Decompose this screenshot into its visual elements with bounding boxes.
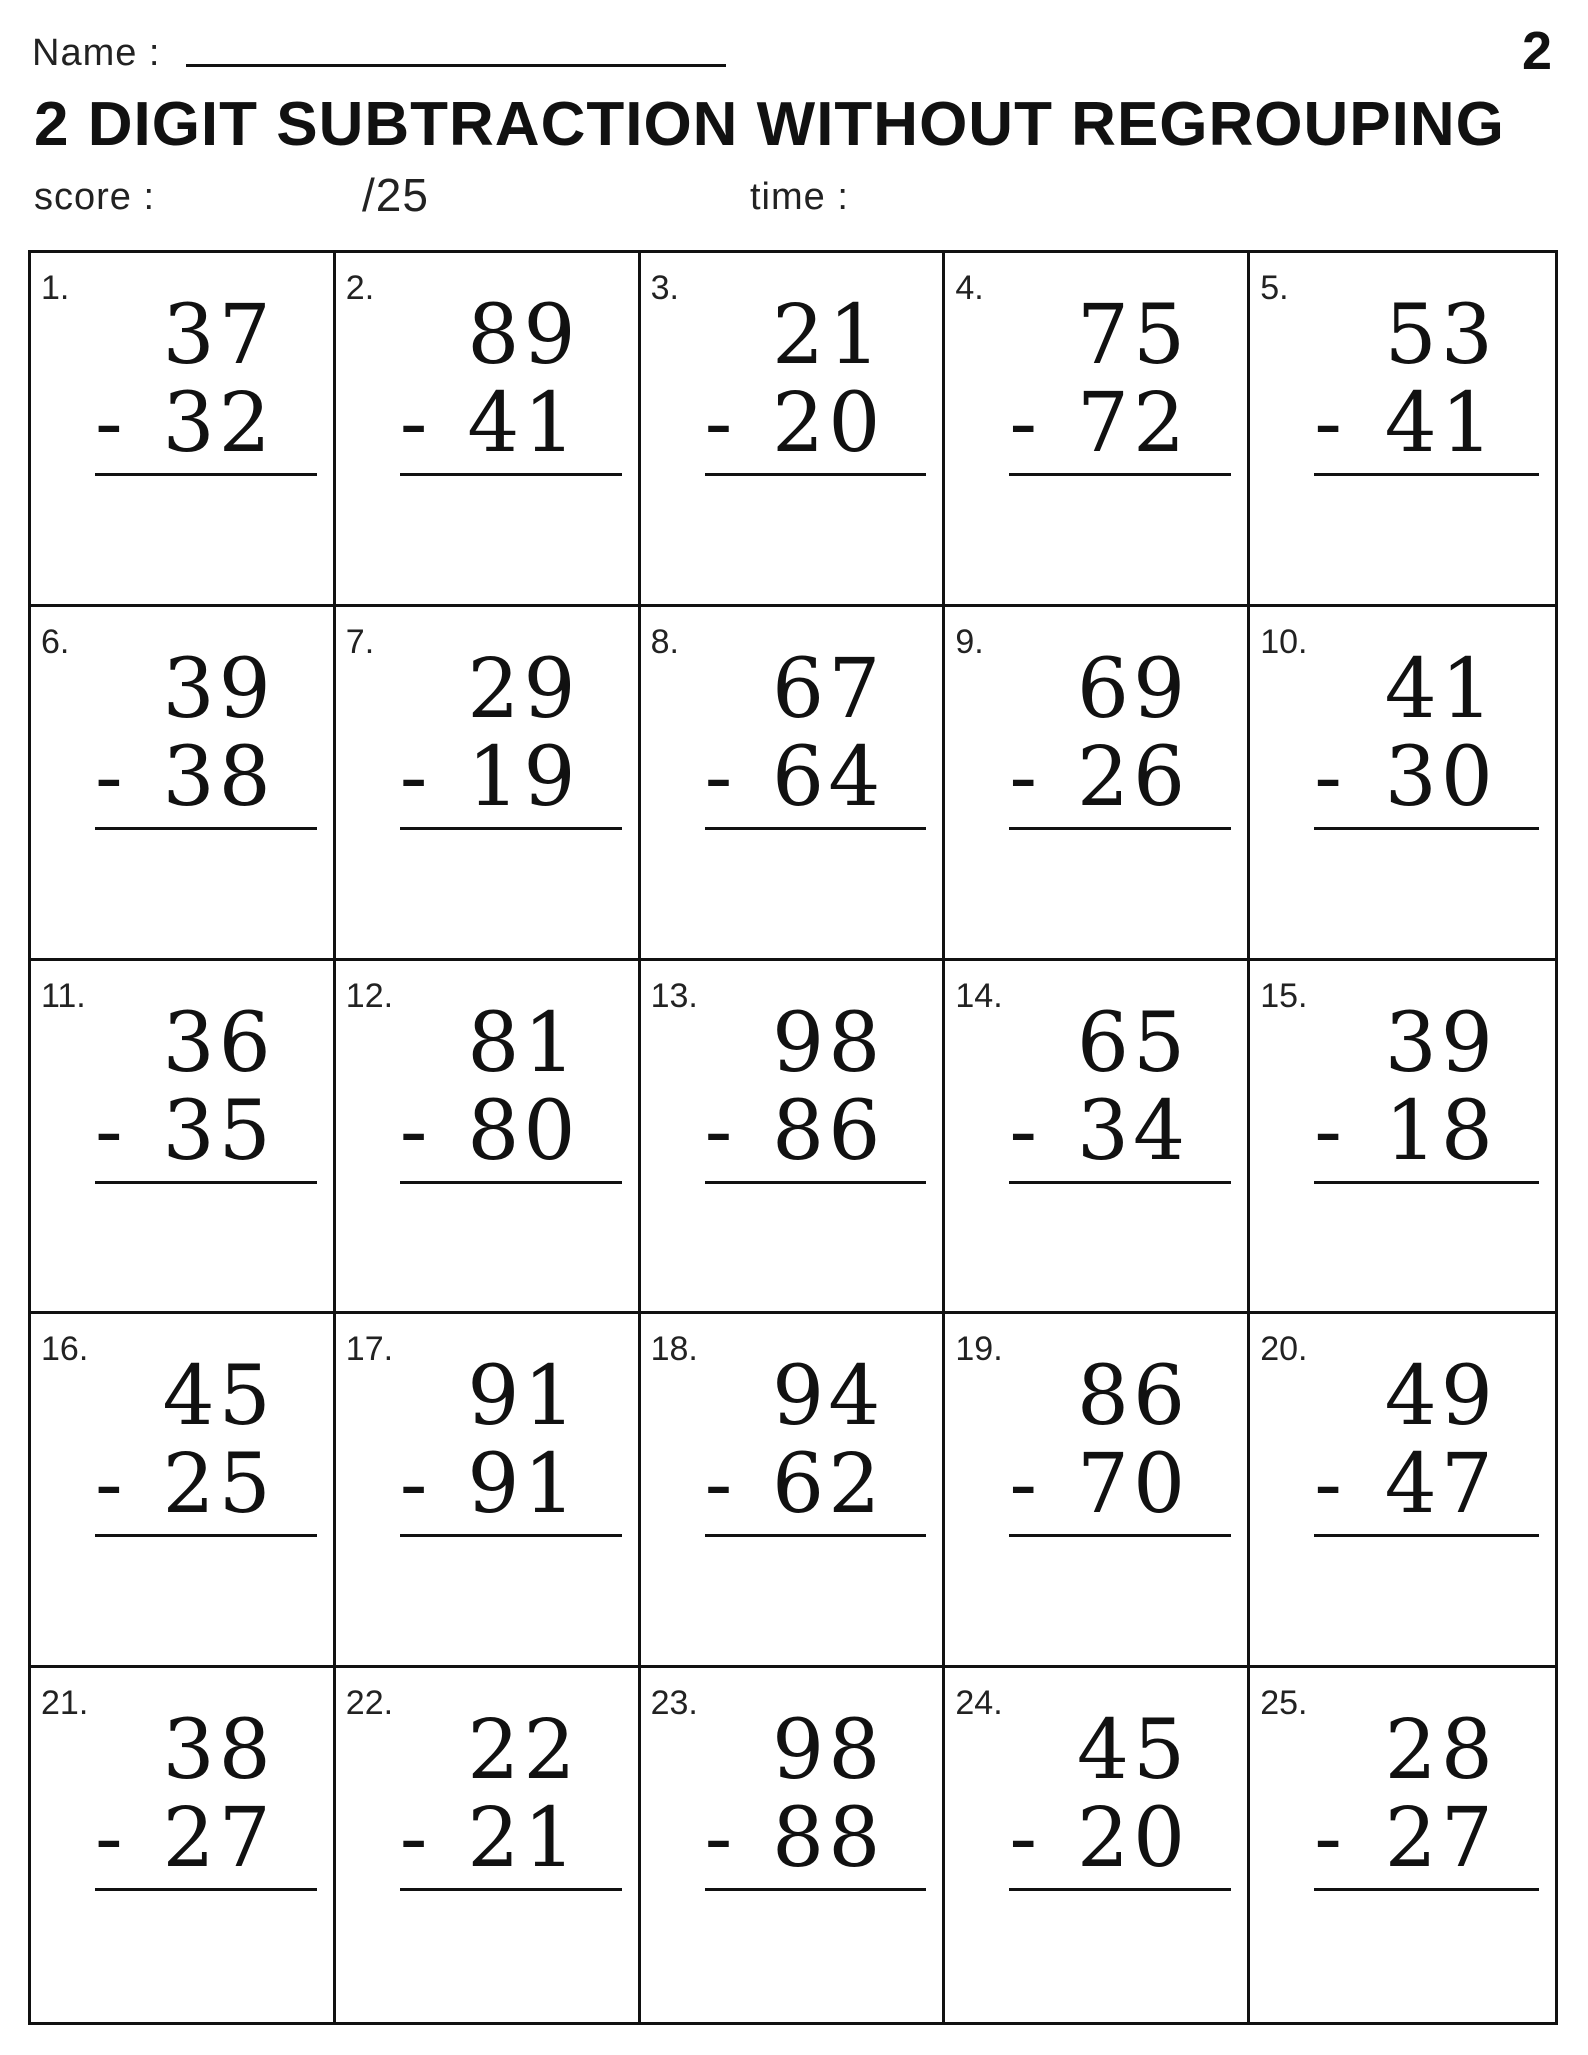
subtrahend-row (1314, 729, 1539, 830)
subtrahend: 32 (162, 376, 275, 471)
minus-sign: - (1314, 376, 1342, 471)
minus-sign: - (1009, 729, 1038, 825)
subtrahend: 41 (467, 376, 580, 471)
subtrahend-row (704, 1791, 927, 1891)
problem-number: 6. (41, 622, 70, 661)
problem-number: 14. (955, 976, 1003, 1015)
subtrahend-row (1314, 1437, 1539, 1537)
subtrahend: 86 (772, 1083, 885, 1179)
subtrahend: 70 (1076, 1437, 1190, 1533)
subtrahend: 18 (1384, 1083, 1497, 1179)
name-answer-line[interactable] (186, 64, 726, 67)
minuend: 39 (1384, 995, 1497, 1091)
minuend: 69 (1076, 641, 1190, 737)
problem-number: 17. (345, 1330, 394, 1369)
subtrahend: 21 (467, 1791, 580, 1887)
minuend: 98 (772, 1703, 885, 1799)
subtrahend: 27 (162, 1791, 275, 1887)
subtrahend: 62 (772, 1437, 885, 1533)
subtrahend-row (704, 1437, 927, 1537)
problem-cell[interactable] (1250, 607, 1555, 961)
subtrahend-row (95, 376, 317, 476)
minus-sign: - (1009, 1437, 1038, 1533)
problem-cell[interactable] (336, 1314, 641, 1668)
minuend: 37 (162, 288, 275, 383)
minus-sign: - (1009, 1083, 1038, 1179)
problem-cell[interactable] (945, 253, 1250, 607)
problem-cell[interactable] (945, 1314, 1250, 1668)
minus-sign: - (399, 1437, 428, 1533)
problem-cell[interactable] (336, 961, 641, 1315)
subtrahend-row (399, 1791, 622, 1891)
minuend: 45 (1076, 1703, 1190, 1799)
problem-number: 7. (345, 622, 375, 661)
problem-cell[interactable] (336, 607, 641, 961)
subtrahend-row (1314, 1083, 1539, 1184)
minus-sign: - (704, 376, 733, 471)
minus-sign: - (1009, 1791, 1038, 1887)
subtrahend: 19 (467, 729, 580, 825)
score-label: score : (34, 176, 156, 218)
subtrahend-row (704, 1083, 927, 1184)
problem-cell[interactable] (31, 253, 336, 607)
problem-cell[interactable] (336, 1668, 641, 2022)
problem-cell[interactable] (641, 253, 946, 607)
problem-number: 12. (345, 976, 394, 1015)
worksheet-title: 2 DIGIT SUBTRACTION WITHOUT REGROUPING (34, 90, 1505, 159)
minuend: 53 (1384, 288, 1497, 383)
minus-sign: - (399, 1083, 428, 1179)
minuend: 49 (1384, 1349, 1497, 1445)
problem-cell[interactable] (31, 1668, 336, 2022)
problem-number: 13. (650, 976, 698, 1015)
minus-sign: - (1314, 1437, 1342, 1533)
subtrahend: 34 (1076, 1083, 1190, 1179)
minuend: 86 (1076, 1349, 1190, 1445)
minus-sign: - (1314, 1791, 1342, 1887)
minus-sign: - (399, 729, 428, 825)
time-label: time : (750, 176, 849, 218)
problem-number: 24. (955, 1684, 1003, 1723)
subtrahend-row (704, 376, 927, 476)
problem-cell[interactable] (945, 961, 1250, 1315)
subtrahend: 88 (772, 1791, 885, 1887)
subtrahend-row (95, 1083, 317, 1184)
minus-sign: - (399, 376, 428, 471)
score-total: /25 (362, 169, 429, 221)
problem-cell[interactable] (1250, 961, 1555, 1315)
problem-grid (28, 250, 1558, 2025)
subtrahend-row (399, 1083, 622, 1184)
subtrahend-row (1009, 1437, 1231, 1537)
problem-cell[interactable] (31, 961, 336, 1315)
name-label: Name : (32, 32, 161, 74)
subtrahend-row (1314, 376, 1539, 476)
minuend: 45 (162, 1349, 275, 1445)
minus-sign: - (1314, 729, 1342, 825)
problem-cell[interactable] (641, 1314, 946, 1668)
problem-cell[interactable] (641, 607, 946, 961)
minus-sign: - (1314, 1083, 1342, 1179)
minus-sign: - (95, 1083, 123, 1179)
problem-cell[interactable] (641, 1668, 946, 2022)
minuend: 75 (1076, 288, 1190, 383)
subtrahend-row (1009, 376, 1231, 476)
minuend: 94 (772, 1349, 885, 1445)
subtrahend-row (1009, 729, 1231, 830)
minus-sign: - (704, 1791, 733, 1887)
problem-number: 23. (650, 1684, 698, 1723)
minuend: 29 (467, 641, 580, 737)
subtrahend-row (1009, 1083, 1231, 1184)
problem-number: 21. (41, 1684, 89, 1723)
subtrahend: 91 (467, 1437, 580, 1533)
subtrahend: 26 (1076, 729, 1190, 825)
problem-number: 20. (1260, 1330, 1308, 1369)
problem-number: 19. (955, 1330, 1003, 1369)
problem-cell[interactable] (1250, 1668, 1555, 2022)
minuend: 98 (772, 995, 885, 1091)
minus-sign: - (399, 1791, 428, 1887)
minuend: 91 (467, 1349, 580, 1445)
subtrahend: 27 (1384, 1791, 1497, 1887)
problem-number: 18. (650, 1330, 698, 1369)
subtrahend-row (95, 1437, 317, 1537)
minuend: 41 (1384, 641, 1497, 737)
minus-sign: - (95, 1791, 123, 1887)
minus-sign: - (95, 729, 123, 825)
problem-number: 4. (955, 269, 984, 307)
subtrahend: 72 (1076, 376, 1190, 471)
minus-sign: - (95, 1437, 123, 1533)
minuend: 22 (467, 1703, 580, 1799)
minuend: 67 (772, 641, 885, 737)
minuend: 81 (467, 995, 580, 1091)
subtrahend-row (1009, 1791, 1231, 1891)
problem-number: 16. (41, 1330, 89, 1369)
problem-cell[interactable] (945, 607, 1250, 961)
problem-number: 5. (1260, 269, 1289, 307)
subtrahend-row (1314, 1791, 1539, 1891)
subtrahend: 64 (772, 729, 885, 825)
problem-cell[interactable] (641, 961, 946, 1315)
problem-number: 1. (41, 269, 70, 307)
minus-sign: - (704, 729, 733, 825)
problem-number: 22. (345, 1684, 394, 1723)
score-time-row (34, 169, 1034, 224)
minuend: 28 (1384, 1703, 1497, 1799)
name-row (32, 22, 160, 72)
problem-number: 25. (1260, 1684, 1308, 1723)
minuend: 65 (1076, 995, 1190, 1091)
minuend: 39 (162, 641, 275, 737)
problem-cell[interactable] (1250, 253, 1555, 607)
subtrahend: 30 (1384, 729, 1497, 825)
subtrahend-row (399, 1437, 622, 1537)
minuend: 36 (162, 995, 275, 1091)
subtrahend-row (399, 729, 622, 830)
minus-sign: - (704, 1437, 733, 1533)
problem-cell[interactable] (336, 253, 641, 607)
problem-number: 3. (650, 269, 679, 307)
subtrahend-row (704, 729, 927, 830)
subtrahend: 38 (162, 729, 275, 825)
subtrahend: 35 (162, 1083, 275, 1179)
problem-cell[interactable] (945, 1668, 1250, 2022)
page-number: 2 (1521, 21, 1552, 81)
minus-sign: - (704, 1083, 733, 1179)
problem-number: 2. (345, 269, 375, 307)
problem-number: 15. (1260, 976, 1308, 1015)
subtrahend-row (399, 376, 622, 476)
problem-cell[interactable] (1250, 1314, 1555, 1668)
problem-cell[interactable] (31, 607, 336, 961)
minuend: 21 (772, 288, 885, 383)
minus-sign: - (95, 376, 123, 471)
subtrahend: 80 (467, 1083, 580, 1179)
subtrahend-row (95, 1791, 317, 1891)
subtrahend: 25 (162, 1437, 275, 1533)
minus-sign: - (1009, 376, 1038, 471)
subtrahend-row (95, 729, 317, 830)
subtrahend: 41 (1384, 376, 1497, 471)
minuend: 38 (162, 1703, 275, 1799)
subtrahend: 20 (772, 376, 885, 471)
problem-number: 11. (41, 976, 86, 1015)
problem-cell[interactable] (31, 1314, 336, 1668)
subtrahend: 20 (1076, 1791, 1190, 1887)
minuend: 89 (467, 288, 580, 383)
problem-number: 9. (955, 622, 984, 661)
subtrahend: 47 (1384, 1437, 1497, 1533)
problem-number: 8. (650, 622, 679, 661)
problem-number: 10. (1260, 622, 1308, 661)
